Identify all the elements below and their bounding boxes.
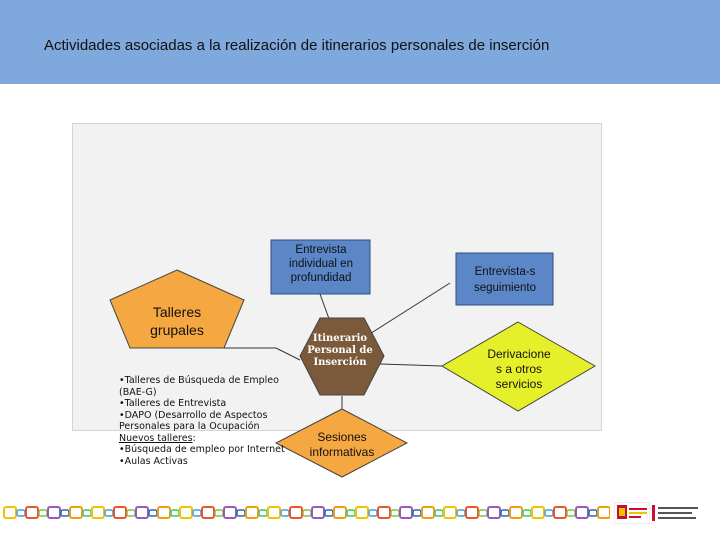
- nuevos-talleres-colon: :: [192, 432, 196, 444]
- chain-link: [554, 507, 566, 518]
- chain-link: [523, 510, 531, 516]
- chain-link: [589, 510, 597, 516]
- chain-link: [215, 510, 223, 516]
- talleres-list-item: •Talleres de Búsqueda de Empleo (BAE-G): [119, 375, 279, 398]
- chain-link: [576, 507, 588, 518]
- ministry-logo-icon: [614, 502, 650, 524]
- talleres-list-item: •DAPO (Desarrollo de Aspectos Personales para la Ocupación: [119, 409, 268, 432]
- chain-link: [501, 510, 509, 516]
- seguimiento-label: Entrevista-s seguimiento: [473, 266, 536, 294]
- connector-itinerario-derivacion: [380, 364, 442, 366]
- chain-link: [237, 510, 245, 516]
- chain-link: [149, 510, 157, 516]
- chain-link: [488, 507, 500, 518]
- entrevista-label: Entrevista individual en profundidad: [289, 244, 353, 284]
- chain-link: [268, 507, 280, 518]
- chain-link: [193, 510, 201, 516]
- talleres-label: Talleres grupales: [150, 304, 204, 338]
- chain-link: [422, 507, 434, 518]
- chain-link: [180, 507, 192, 518]
- talleres-list: [119, 375, 289, 467]
- chain-link: [136, 507, 148, 518]
- chain-link: [545, 510, 553, 516]
- chain-link: [290, 507, 302, 518]
- chain-link: [259, 510, 267, 516]
- chain-link: [598, 507, 610, 518]
- chain-link: [347, 510, 355, 516]
- derivacion-label: Derivacione s a otros servicios: [487, 347, 551, 391]
- chain-link: [202, 507, 214, 518]
- nuevos-talleres-label: Nuevos talleres: [119, 432, 193, 444]
- chain-link: [312, 507, 324, 518]
- chain-link: [435, 510, 443, 516]
- chain-link: [356, 507, 368, 518]
- chain-link: [92, 507, 104, 518]
- chain-link: [105, 510, 113, 516]
- chain-link: [114, 507, 126, 518]
- chain-link: [224, 507, 236, 518]
- chain-link: [303, 510, 311, 516]
- chain-link: [17, 510, 25, 516]
- chain-link: [127, 510, 135, 516]
- decorative-chain-band: [0, 498, 610, 528]
- chain-link: [466, 507, 478, 518]
- chain-link: [158, 507, 170, 518]
- chain-link: [532, 507, 544, 518]
- chain-link: [4, 507, 16, 518]
- chain-link: [567, 510, 575, 516]
- chain-links: [4, 507, 610, 518]
- chain-link: [281, 510, 289, 516]
- chain-link: [48, 507, 60, 518]
- chain-link: [26, 507, 38, 518]
- page-title: Actividades asociadas a la realización de itinerarios personales de inserción: [44, 37, 550, 54]
- chain-link: [479, 510, 487, 516]
- talleres-list-item: •Talleres de Entrevista: [119, 398, 227, 409]
- chain-link: [369, 510, 377, 516]
- chain-link: [61, 510, 69, 516]
- sesiones-label: Sesiones informativas: [309, 430, 375, 459]
- chain-link: [378, 507, 390, 518]
- chain-link: [39, 510, 47, 516]
- chain-link: [171, 510, 179, 516]
- chain-link: [444, 507, 456, 518]
- chain-link: [246, 507, 258, 518]
- chain-link: [334, 507, 346, 518]
- chain-link: [391, 510, 399, 516]
- chain-link: [70, 507, 82, 518]
- chain-link: [83, 510, 91, 516]
- nuevos-talleres-heading: [119, 433, 289, 445]
- agency-logo-icon: [652, 503, 704, 523]
- itinerario-label: Itinerario Personal de Inserción: [307, 333, 373, 368]
- connector-talleres-itinerario: [224, 348, 300, 360]
- talleres-list-item: •Aulas Activas: [119, 455, 188, 467]
- chain-link: [510, 507, 522, 518]
- chain-link: [457, 510, 465, 516]
- talleres-list-item: •Búsqueda de empleo por Internet: [119, 444, 285, 455]
- chain-link: [325, 510, 333, 516]
- chain-link: [400, 507, 412, 518]
- connector-itinerario-seguimiento: [365, 283, 450, 337]
- chain-link: [413, 510, 421, 516]
